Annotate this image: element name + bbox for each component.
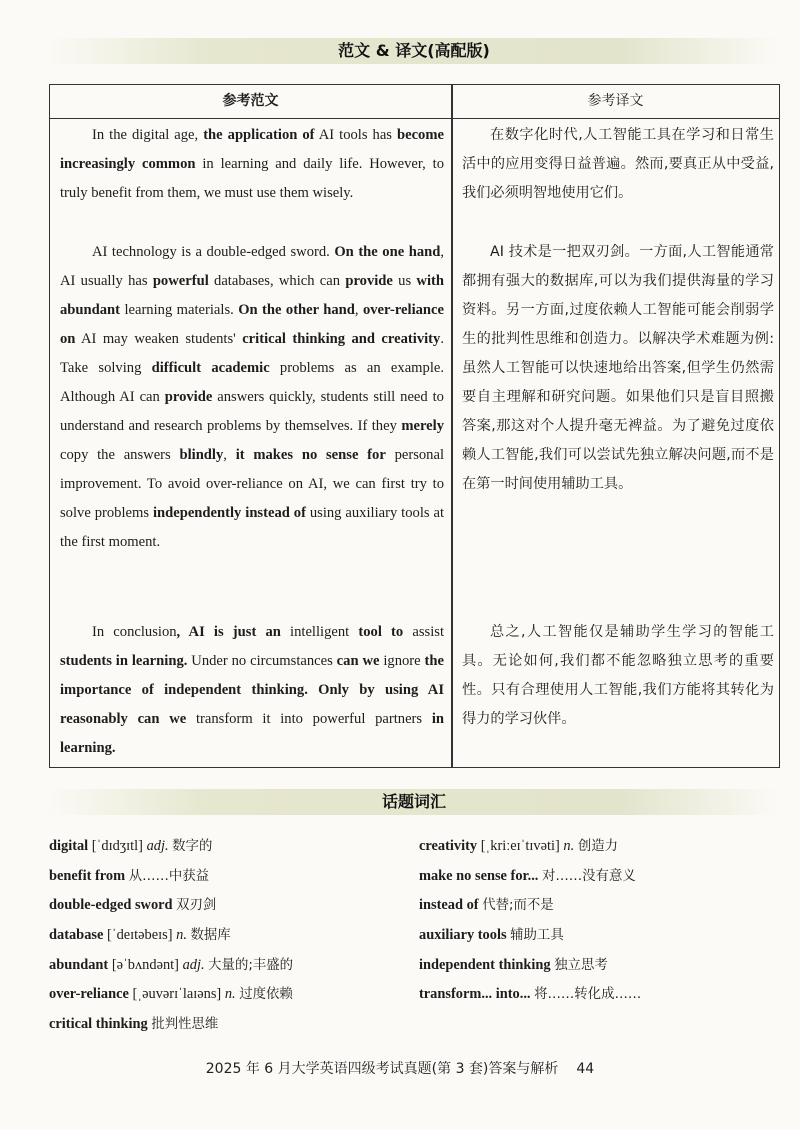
key-phrase: students in learning.: [60, 653, 192, 669]
essay-translation-table: [49, 84, 780, 768]
vocab-meaning: 独立思考: [554, 957, 608, 973]
essay-text: . Take solving: [60, 331, 444, 376]
vocabulary-entry: [49, 954, 409, 984]
key-phrase: the application of: [203, 127, 315, 143]
vocabulary-column-left: [49, 835, 409, 1043]
vocabulary-entry: [419, 835, 749, 865]
vocab-part-of-speech: n.: [563, 838, 575, 854]
key-phrase: can we: [332, 653, 384, 669]
section-banner-model-essay: 范文 & 译文(高配版): [48, 38, 780, 64]
vocabulary-entry: [419, 983, 749, 1013]
essay-text: AI may weaken students': [75, 331, 243, 347]
essay-text: using auxiliary tools at the first moment.: [60, 505, 444, 550]
vocabulary-entry: [419, 894, 749, 924]
key-phrase: difficult academic: [151, 360, 270, 376]
translation-paragraph-2: AI 技术是一把双刃剑。一方面,人工智能通常都拥有强大的数据库,可以为我们提供海量的学习资料。另一方面,过度依赖人工智能可能会削弱学生的批判性思维和创造力。以解决学术难题为例:虽然人工智能可以快速地给出答案,但学生仍然需要自主理解和研究问题。如果他们只是盲目照搬答案,那这对个人提升毫无裨益。为了避免过度依赖人工智能,我们可以尝试先独立解决问题,而不是在第一时间使用辅助工具。: [462, 244, 774, 492]
vocab-word: auxiliary tools: [419, 927, 507, 944]
essay-paragraph-3: [60, 618, 444, 763]
vocab-meaning: 创造力: [577, 839, 618, 854]
essay-text: AI technology is a double-edged sword.: [92, 244, 335, 260]
essay-text: In conclusion: [92, 624, 177, 640]
essay-text: Under no circumstances: [191, 653, 333, 669]
key-phrase: powerful: [152, 273, 209, 289]
key-phrase: with abundant: [60, 273, 444, 318]
vocabulary-entry: [49, 894, 409, 924]
key-phrase: the importance of independent thinking. Only by using AI reasonably can we: [60, 653, 444, 727]
header-model-essay: 参考范文: [222, 93, 279, 109]
essay-text: transform it into powerful partners: [195, 711, 423, 727]
key-phrase: On the one hand: [334, 244, 441, 260]
vocab-phonetic: [ˈdɪdʒɪtl]: [91, 838, 143, 854]
vocab-meaning: 将……转化成……: [534, 987, 642, 1003]
essay-text: us: [392, 273, 417, 289]
essay-text: answers quickly, students still need to understand and research problems by themselves. If they: [60, 389, 444, 434]
essay-paragraph-1: [60, 121, 444, 208]
vocab-meaning: 过度依赖: [239, 987, 293, 1003]
translation-paragraph-1: 在数字化时代,人工智能工具在学习和日常生活中的应用变得日益普遍。然而,要真正从中受益,我们必须明智地使用它们。: [462, 127, 774, 201]
section-banner-topic-vocabulary: 话题词汇: [48, 789, 780, 815]
essay-text: In the digital age,: [92, 127, 204, 143]
key-phrase: tool to: [349, 624, 413, 640]
vocab-word: critical thinking: [49, 1016, 148, 1033]
vocab-part-of-speech: adj.: [146, 838, 169, 854]
key-phrase: over-reliance on: [60, 302, 444, 347]
vocab-meaning: 对……没有意义: [542, 868, 636, 884]
vocab-phonetic: [ˌkriːeɪˈtɪvəti]: [480, 838, 560, 854]
vocabulary-column-right: [419, 835, 749, 1013]
vocab-meaning: 数字的: [172, 839, 213, 854]
essay-text: learning materials.: [120, 302, 239, 318]
vocabulary-entry: [419, 924, 749, 954]
vocab-word: over-reliance: [49, 986, 129, 1003]
vocab-word: digital: [49, 838, 89, 854]
vocab-word: double-edged sword: [49, 897, 173, 914]
vocab-word: transform... into...: [419, 986, 531, 1003]
essay-text: ,: [354, 302, 363, 318]
essay-text: assist: [412, 624, 444, 640]
essay-text: databases, which can: [208, 273, 346, 289]
vocab-word: independent thinking: [419, 956, 551, 973]
essay-text: ignore: [383, 653, 421, 669]
essay-text: copy the answers: [60, 447, 180, 463]
key-phrase: On the other hand: [238, 302, 355, 318]
essay-text: ,: [223, 447, 236, 463]
column-divider: [451, 85, 453, 767]
essay-text: AI tools has: [314, 127, 397, 143]
essay-text: in learning and daily life. However, to truly benefit from them, we must use them wisely.: [60, 156, 444, 201]
essay-text: personal improvement. To avoid over-reliance on AI, we can first try to solve problems: [60, 447, 445, 521]
vocabulary-entry: [49, 835, 409, 865]
key-phrase: provide: [164, 389, 213, 405]
vocab-part-of-speech: n.: [176, 927, 187, 944]
vocab-phonetic: [əˈbʌndənt]: [111, 956, 179, 973]
vocabulary-entry: [49, 1013, 409, 1043]
essay-paragraph-2: [60, 238, 444, 557]
page-footer: [0, 1058, 800, 1078]
vocab-phonetic: [ˌəuvərɪˈlaɪəns]: [132, 986, 222, 1003]
vocab-meaning: 数据库: [190, 928, 231, 944]
footer-title: 2025 年 6 月大学英语四级考试真题(第 3 套)答案与解析: [205, 1061, 559, 1077]
vocab-meaning: 大量的;丰盛的: [208, 957, 294, 973]
essay-text: , AI usually has: [60, 244, 445, 289]
vocab-meaning: 批判性思维: [151, 1017, 219, 1033]
vocab-part-of-speech: n.: [224, 986, 236, 1003]
vocabulary-entry: [419, 954, 749, 984]
page-number: 44: [576, 1061, 595, 1077]
vocab-meaning: 代替;而不是: [482, 898, 554, 914]
vocab-word: benefit from: [49, 867, 126, 884]
key-phrase: in learning.: [60, 711, 445, 756]
key-phrase: it makes no sense for: [235, 447, 386, 463]
table-header-row: [50, 85, 779, 119]
key-phrase: critical thinking and creativity: [242, 331, 441, 347]
essay-text: problems as an example. Although AI can: [60, 360, 444, 405]
key-phrase: blindly: [179, 447, 224, 463]
key-phrase: , AI is just an: [176, 624, 291, 640]
vocabulary-entry: [419, 865, 749, 895]
vocabulary-entry: [49, 865, 409, 895]
vocab-meaning: 双刃剑: [176, 898, 217, 914]
vocabulary-entry: [49, 924, 409, 954]
vocab-word: database: [49, 927, 104, 944]
vocab-word: instead of: [419, 897, 479, 914]
key-phrase: become increasingly common: [60, 127, 444, 172]
vocab-word: creativity: [419, 838, 478, 854]
vocab-part-of-speech: adj.: [182, 956, 205, 973]
key-phrase: provide: [345, 273, 393, 289]
vocab-word: abundant: [49, 956, 109, 973]
vocabulary-entry: [49, 983, 409, 1013]
header-translation: 参考译文: [587, 93, 644, 109]
vocab-meaning: 辅助工具: [510, 928, 564, 944]
vocab-phonetic: [ˈdeɪtəbeɪs]: [106, 927, 173, 944]
key-phrase: merely: [401, 418, 444, 434]
vocab-meaning: 从……中获益: [128, 868, 210, 884]
key-phrase: independently instead of: [152, 505, 306, 521]
vocab-word: make no sense for...: [419, 867, 539, 884]
translation-paragraph-3: 总之,人工智能仅是辅助学生学习的智能工具。无论如何,我们都不能忽略独立思考的重要性。只有合理使用人工智能,我们方能将其转化为得力的学习伙伴。: [462, 624, 774, 727]
essay-text: intelligent: [290, 624, 350, 640]
